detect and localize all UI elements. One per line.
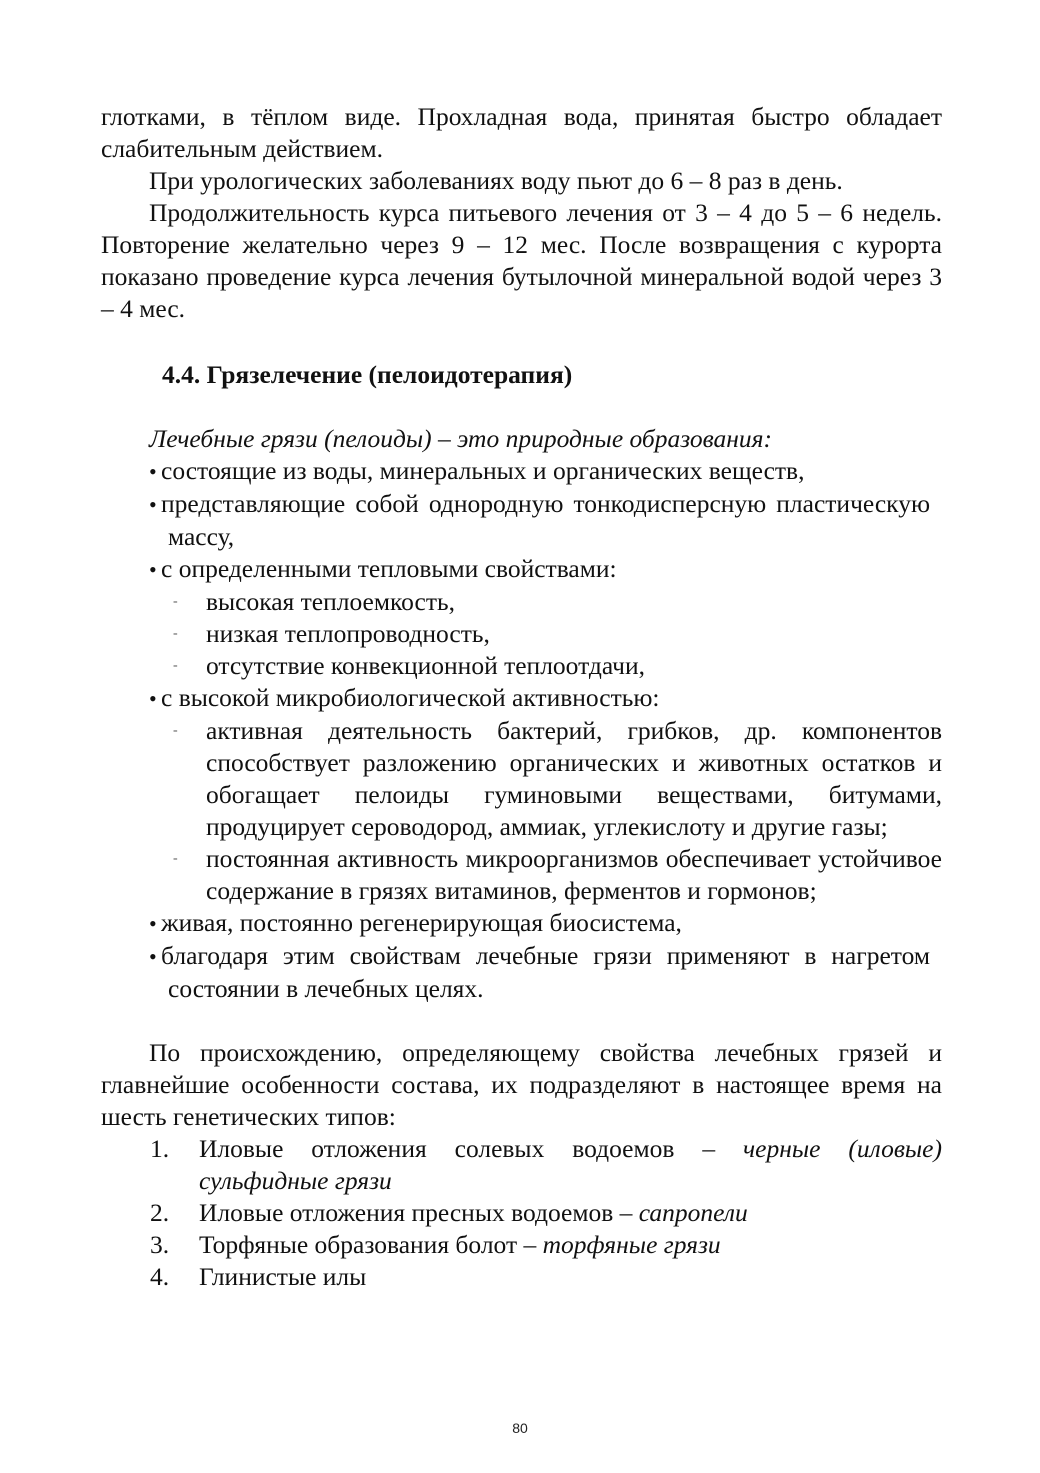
- sublist-item: [101, 650, 942, 682]
- item-text: Иловые отложения пресных водоемов –: [199, 1198, 639, 1227]
- list-item-text: с высокой микробиологической активностью:: [161, 683, 660, 712]
- dash-icon: -: [173, 594, 178, 609]
- item-text: Торфяные образования болот –: [199, 1230, 543, 1259]
- item-number: 4.: [150, 1262, 170, 1291]
- section-heading: 4.4. Грязелечение (пелоидотерапия): [162, 360, 573, 389]
- list-item-text: состоящие из воды, минеральных и органических веществ,: [161, 456, 805, 485]
- bullet-icon: •: [149, 492, 157, 517]
- item-text: Глинистые илы: [199, 1262, 367, 1291]
- item-number: 1.: [150, 1134, 170, 1163]
- numbered-item: [101, 1133, 942, 1197]
- list-item-text: представляющие собой однородную тонкодисперсную пластическую массу,: [161, 489, 930, 551]
- dash-icon: -: [173, 658, 178, 673]
- dash-icon: -: [173, 723, 178, 738]
- item-italic-text: торфяные грязи: [542, 1230, 721, 1259]
- properties-list-continued: [101, 682, 942, 715]
- bullet-icon: •: [149, 911, 157, 936]
- sublist-item: [101, 586, 942, 618]
- microbiological-sublist: [101, 715, 942, 907]
- list-item: [101, 940, 942, 1005]
- list-item-text: благодаря этим свойствам лечебные грязи применяют в нагретом состоянии в лечебных целях.: [161, 941, 930, 1003]
- sublist-item-text: отсутствие конвекционной теплоотдачи,: [206, 651, 646, 680]
- sublist-item-text: постоянная активность микроорганизмов обеспечивает устойчивое содержание в грязях витаминов, ферментов и гормонов;: [206, 844, 942, 905]
- sublist-item: [101, 843, 942, 907]
- list-item-text: живая, постоянно регенерирующая биосистема,: [161, 908, 682, 937]
- thermal-properties-sublist: [101, 586, 942, 682]
- bullet-icon: •: [149, 557, 157, 582]
- dash-icon: -: [173, 626, 178, 641]
- sublist-item-text: активная деятельность бактерий, грибков, др. компонентов способствует разложению органических и животных остатков и обогащает пелоиды гуминовыми веществами, битумами, продуцирует сероводород, аммиак, углекислоту и другие газы;: [206, 716, 942, 841]
- list-item: [101, 455, 942, 488]
- intro-paragraph-3: Продолжительность курса питьевого лечения от 3 – 4 до 5 – 6 недель. Повторение желательно через 9 – 12 мес. После возвращения с курорта показано проведение курса лечения бутылочной минеральной водой через 3 – 4 мес.: [101, 198, 942, 323]
- page-number: 80: [512, 1420, 528, 1436]
- bullet-icon: •: [149, 459, 157, 484]
- properties-list: [101, 455, 942, 586]
- sublist-item-text: низкая теплопроводность,: [206, 619, 490, 648]
- intro-paragraph-2: При урологических заболеваниях воду пьют до 6 – 8 раз в день.: [149, 166, 843, 195]
- item-number: 3.: [150, 1230, 170, 1259]
- sublist-item: [101, 618, 942, 650]
- properties-list-end: [101, 907, 942, 1005]
- item-italic-text: черные (иловые) сульфидные грязи: [199, 1134, 942, 1195]
- origin-paragraph: По происхождению, определяющему свойства лечебных грязей и главнейшие особенности состава, их подразделяют в настоящее время на шесть генетических типов:: [101, 1038, 942, 1131]
- spacer: [101, 1005, 942, 1037]
- bullet-icon: •: [149, 944, 157, 969]
- item-number: 2.: [150, 1198, 170, 1227]
- genetic-types-list: [101, 1133, 942, 1293]
- dash-icon: -: [173, 851, 178, 866]
- list-item-text: с определенными тепловыми свойствами:: [161, 554, 617, 583]
- list-item: [101, 553, 942, 586]
- list-item: [101, 907, 942, 940]
- section-lead: Лечебные грязи (пелоиды) – это природные образования:: [149, 424, 773, 453]
- numbered-item: [101, 1261, 942, 1293]
- numbered-item: [101, 1197, 942, 1229]
- intro-paragraph-1: глотками, в тёплом виде. Прохладная вода, принятая быстро обладает слабительным действием.: [101, 102, 942, 163]
- sublist-item-text: высокая теплоемкость,: [206, 587, 455, 616]
- list-item: [101, 682, 942, 715]
- page-content: [101, 101, 942, 1293]
- sublist-item: [101, 715, 942, 843]
- item-text: Иловые отложения солевых водоемов –: [199, 1134, 744, 1163]
- bullet-icon: •: [149, 686, 157, 711]
- item-italic-text: сапропели: [638, 1198, 748, 1227]
- numbered-item: [101, 1229, 942, 1261]
- list-item: [101, 488, 942, 553]
